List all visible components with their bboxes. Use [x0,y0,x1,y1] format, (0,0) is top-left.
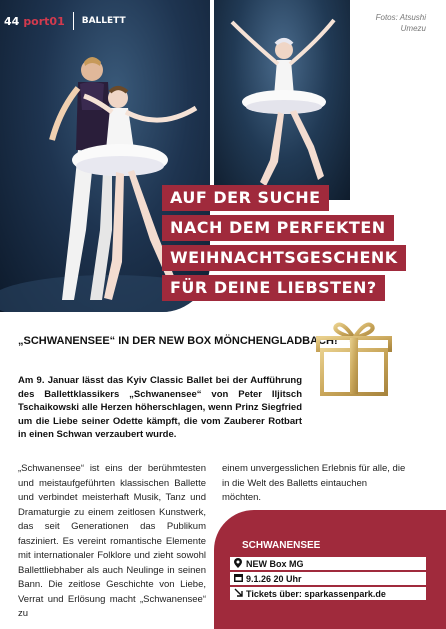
gift-box-icon [312,316,396,402]
page-number: 44 [4,14,20,28]
date-text: 9.1.26 20 Uhr [246,573,302,584]
photo-credit-line2: Umezu [400,24,426,33]
article-subtitle: „SCHWANENSEE“ IN DER NEW BOX MÖNCHENGLADBACH! [18,335,338,347]
ballerina-photo [214,0,350,200]
headline-line-4: FÜR DEINE LIEBSTEN? [162,275,385,301]
headline-line-3: WEIHNACHTSGESCHENK [162,245,406,271]
intro-paragraph: Am 9. Januar lässt das Kyiv Classic Ballet bei der Aufführung des Ballettklassikers „Schwanensee“ von Peter Iljitsch Tschaikowski alle Herzen höherschlagen, wenn Prinz Siegfried um die Liebe seiner Odette kämpft, die vom Zauberer Rotbart in einen Schwan verzaubert wurde. [18,375,302,440]
tickets-text[interactable]: Tickets über: sparkassenpark.de [246,588,386,599]
magazine-name: port01 [23,14,65,28]
photo-credit-line1: Fotos: Atsushi [375,13,426,22]
tickets-row[interactable] [230,587,426,600]
body-text-left-column: „Schwanensee“ ist eins der berühmtesten und meistaufgeführten klassischen Ballette und verbindet meisterhaft Musik, Tanz und Dramaturgie zu einem zeitlosen Kunstwerk, das seit Generationen das Publikum fasziniert. Es vereint romantische Elemente mit internationaler Folklore und zieht sowohl Ballettliebhaber als auch Neulinge in seinen Bann. Die zeitlose Geschichte von Liebe, Verrat und Erlösung macht „Schwanensee“ zu [18,463,206,619]
photo-credit [356,12,426,34]
venue-row [230,557,426,570]
section-label: BALLETT [81,16,126,26]
headline [162,185,406,305]
body-text-right-column: einem unvergesslichen Erlebnis für alle, die in die Welt des Balletts eintauchen möchten. [222,463,406,503]
event-title: SCHWANENSEE [242,540,321,551]
venue-text: NEW Box MG [246,558,304,569]
event-info-box [214,510,446,629]
page-header [0,10,150,32]
header-divider [73,12,74,30]
headline-line-1: AUF DER SUCHE [162,185,329,211]
arrow-icon [230,588,246,599]
calendar-icon [230,573,246,584]
ballerina-illustration [214,0,350,200]
date-row [230,572,426,585]
location-pin-icon [230,558,246,570]
headline-line-2: NACH DEM PERFEKTEN [162,215,394,241]
